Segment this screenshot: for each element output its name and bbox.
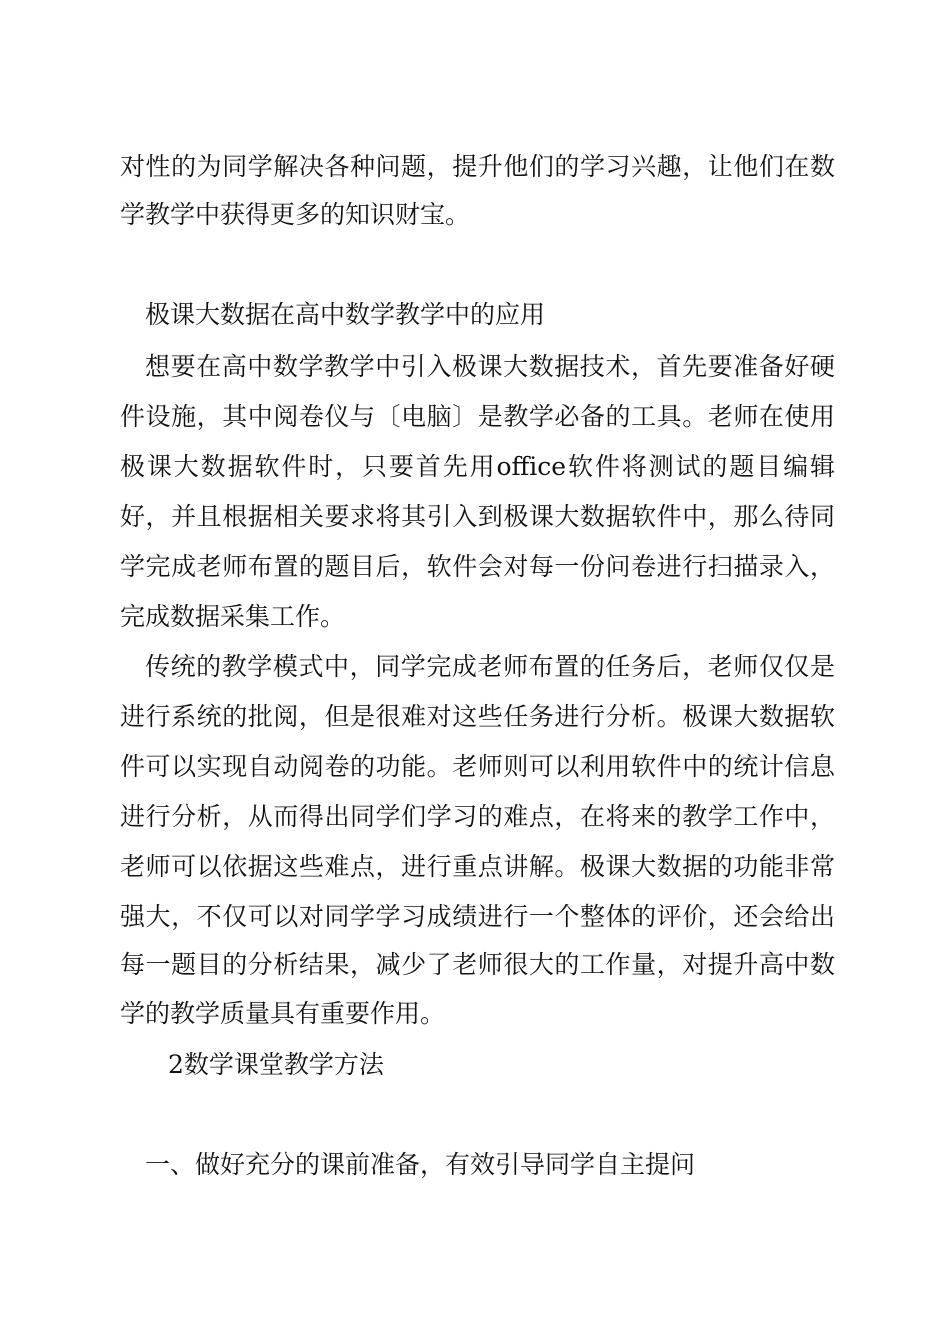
point-heading: 一、做好充分的课前准备，有效引导同学自主提问 bbox=[145, 1150, 696, 1179]
paragraph2-line-6: 强大，不仅可以对同学学习成绩进行一个整体的评价，还会给出 bbox=[120, 902, 835, 931]
paragraph2-line-5: 老师可以依据这些难点，进行重点讲解。极课大数据的功能非常 bbox=[120, 852, 835, 881]
paragraph1-line-5: 学完成老师布置的题目后，软件会对每一份问卷进行扫描录入， bbox=[120, 552, 835, 581]
paragraph2-line-4: 进行分析，从而得出同学们学习的难点，在将来的教学工作中， bbox=[120, 802, 835, 831]
subheading: 2数学课堂教学方法 bbox=[168, 1050, 384, 1079]
intro-line-1: 对性的为同学解决各种问题，提升他们的学习兴趣，让他们在数 bbox=[120, 152, 835, 181]
paragraph2-line-3: 件可以实现自动阅卷的功能。老师则可以利用软件中的统计信息 bbox=[120, 752, 835, 781]
intro-line-2: 学教学中获得更多的知识财宝。 bbox=[120, 200, 471, 229]
paragraph1-line-2: 件设施，其中阅卷仪与〔电脑〕是教学必备的工具。老师在使用 bbox=[120, 402, 835, 431]
paragraph2-line-7: 每一题目的分析结果，减少了老师很大的工作量，对提升高中数 bbox=[120, 950, 835, 979]
paragraph1-line-3: 极课大数据软件时，只要首先用office软件将测试的题目编辑 bbox=[120, 452, 835, 481]
paragraph1-line-1: 想要在高中数学教学中引入极课大数据技术，首先要准备好硬 bbox=[145, 352, 835, 381]
paragraph2-line-8: 学的教学质量具有重要作用。 bbox=[120, 999, 446, 1028]
paragraph2-line-2: 进行系统的批阅，但是很难对这些任务进行分析。极课大数据软 bbox=[120, 702, 835, 731]
paragraph2-line-1: 传统的教学模式中，同学完成老师布置的任务后，老师仅仅是 bbox=[145, 652, 835, 681]
section-heading: 极课大数据在高中数学教学中的应用 bbox=[145, 300, 546, 329]
paragraph1-line-6: 完成数据采集工作。 bbox=[120, 602, 346, 631]
paragraph1-line-4: 好，并且根据相关要求将其引入到极课大数据软件中，那么待同 bbox=[120, 502, 835, 531]
